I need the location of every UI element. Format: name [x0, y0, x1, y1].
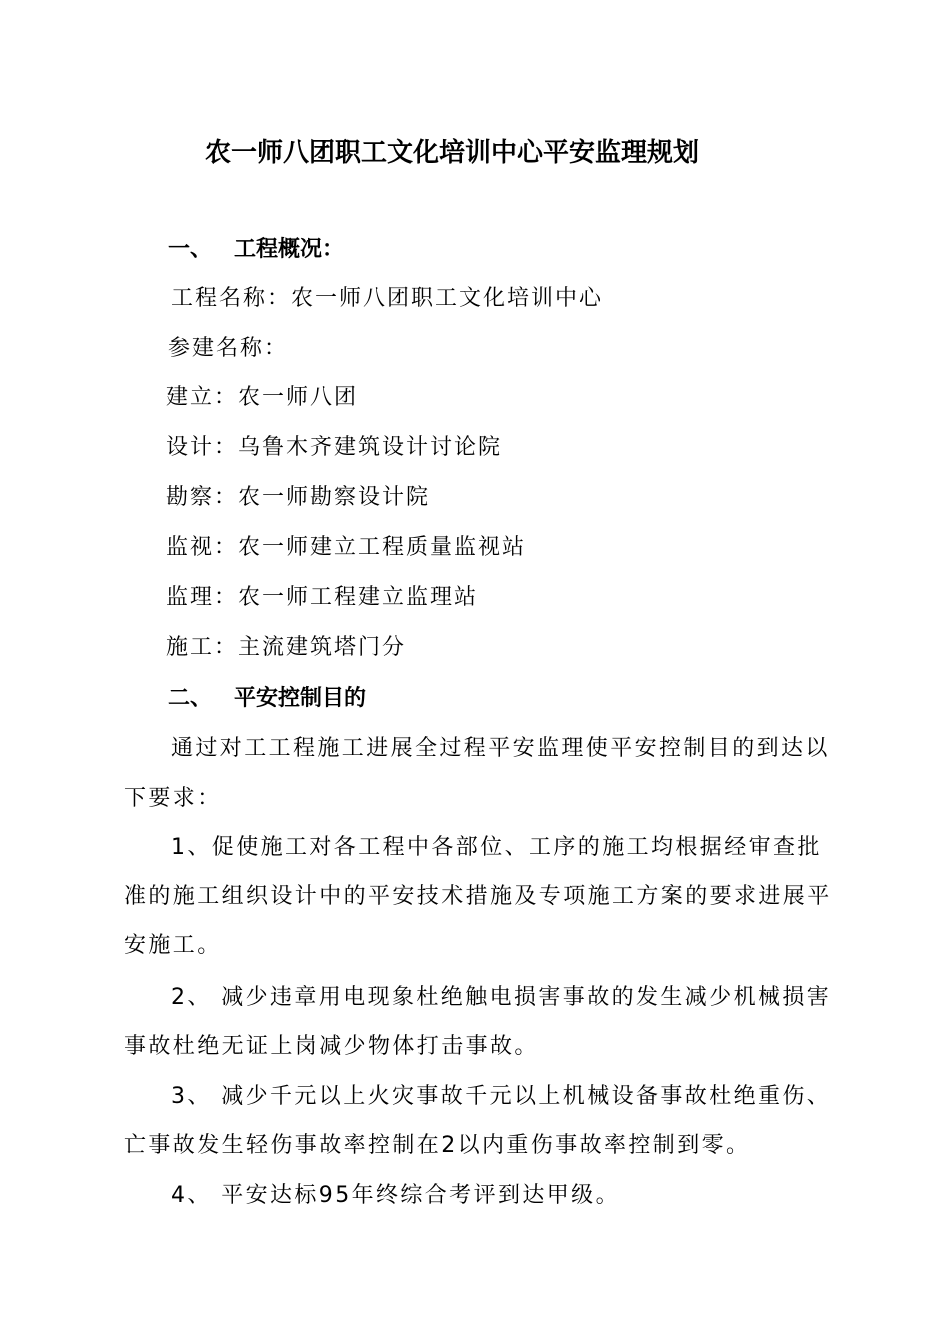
item2-line-1: 2、 减少违章用电现象杜绝触电损害事故的发生减少机械损害: [171, 985, 832, 1010]
supervision-line: 监视：农一师建立工程质量监视站: [166, 535, 527, 560]
intro-line-1: 通过对工工程施工进展全过程平安监理使平安控制目的到达以: [171, 736, 830, 761]
document-title: 农一师八团职工文化培训中心平安监理规划: [205, 138, 700, 168]
item2-line-2: 事故杜绝无证上岗减少物体打击事故。: [124, 1034, 539, 1059]
intro-line-2: 下要求：: [124, 786, 222, 811]
project-name-line: 工程名称：农一师八团职工文化培训中心: [171, 286, 604, 311]
item1-line-2: 准的施工组织设计中的平安技术措施及专项施工方案的要求进展平: [124, 884, 832, 909]
builder-line: 建立：农一师八团: [166, 385, 359, 410]
item3-line-2: 亡事故发生轻伤事故率控制在2以内重伤事故率控制到零。: [124, 1133, 751, 1158]
section2-title: 平安控制目的: [234, 686, 367, 711]
item1-line-3: 安施工。: [124, 933, 222, 958]
section1-number: 一、: [168, 237, 213, 262]
participants-label: 参建名称：: [168, 336, 289, 361]
item4-line: 4、 平安达标95年终综合考评到达甲级。: [171, 1183, 620, 1208]
construction-line: 施工：主流建筑塔门分: [166, 635, 407, 660]
section2-number: 二、: [168, 686, 213, 711]
management-line: 监理：农一师工程建立监理站: [166, 585, 479, 610]
survey-line: 勘察：农一师勘察设计院: [166, 485, 431, 510]
section1-title: 工程概况：: [234, 237, 345, 262]
item3-line-1: 3、 减少千元以上火灾事故千元以上机械设备事故杜绝重伤、: [171, 1084, 832, 1109]
section1-heading: [168, 235, 344, 265]
section2-heading: [168, 684, 366, 714]
design-line: 设计：乌鲁木齐建筑设计讨论院: [166, 435, 503, 460]
item1-line-1: 1、促使施工对各工程中各部位、工序的施工均根据经审查批: [171, 835, 822, 860]
